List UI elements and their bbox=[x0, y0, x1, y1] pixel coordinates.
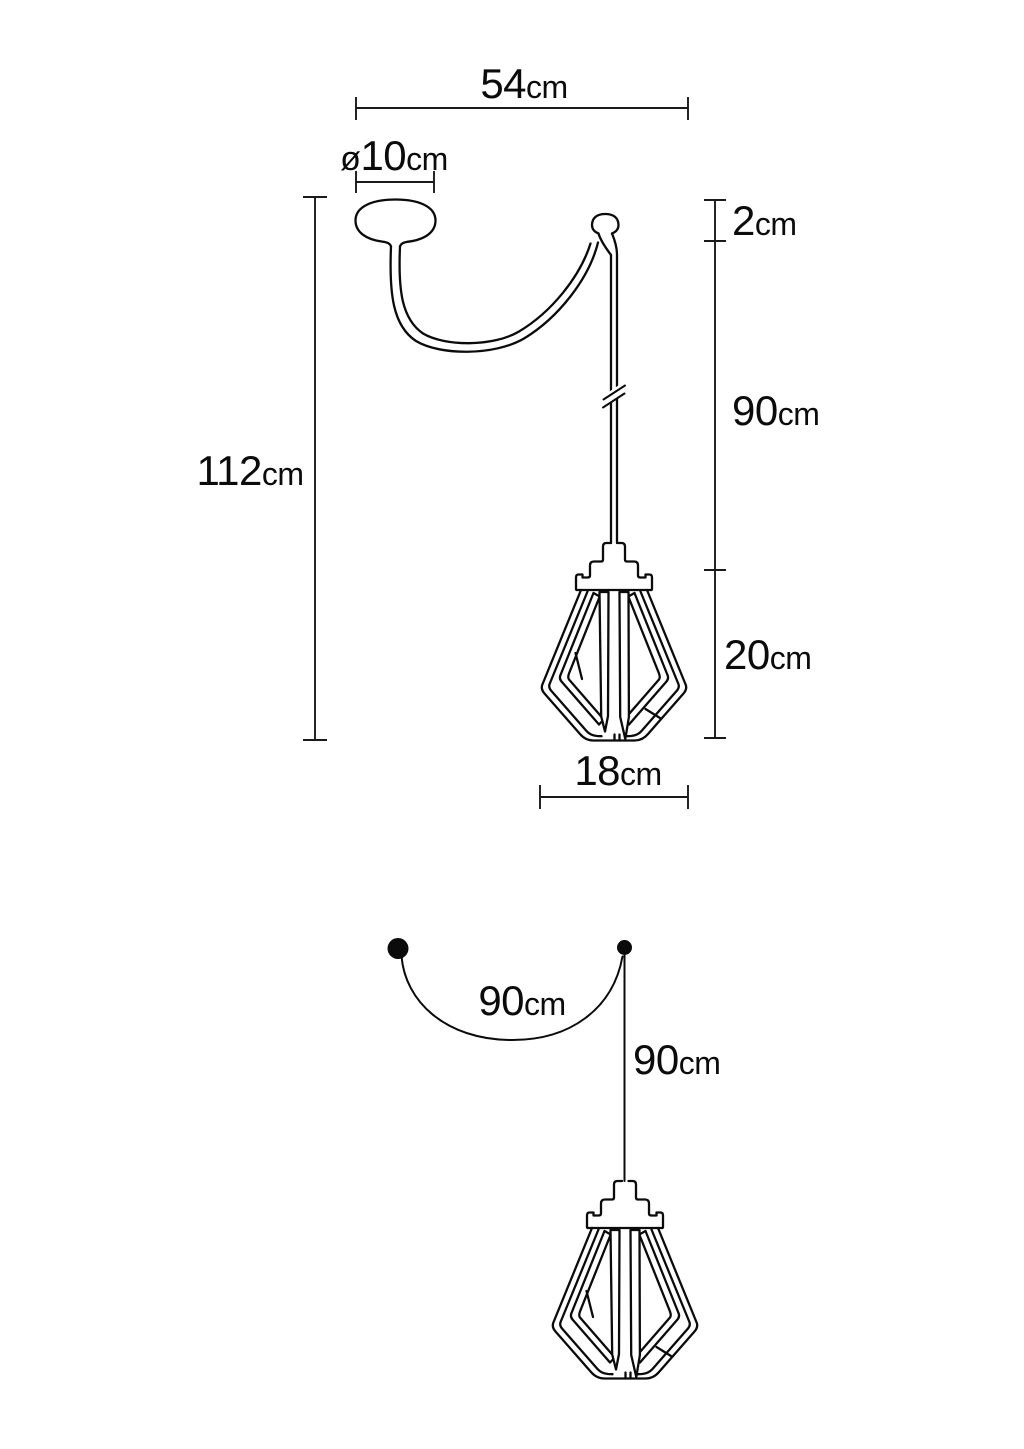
dim-line-right-stack bbox=[704, 200, 726, 738]
dim-label-drop-cable-length bbox=[633, 1036, 721, 1083]
dim-label-swag-cable-length bbox=[478, 977, 566, 1024]
ceiling-hook-dot-right bbox=[617, 940, 632, 955]
swag-cable-inner bbox=[400, 244, 591, 344]
dim-value: 10 bbox=[360, 132, 407, 179]
dim-label-cable-length bbox=[732, 387, 820, 434]
cage-pendant-hanging bbox=[553, 1181, 697, 1379]
dim-label-shade-height bbox=[724, 631, 812, 678]
dim-label-canopy-diameter bbox=[340, 132, 448, 179]
dim-unit: cm bbox=[526, 69, 568, 105]
ceiling-hook-dot-left bbox=[388, 938, 409, 959]
dim-value: 20 bbox=[724, 631, 770, 678]
diameter-symbol: ø bbox=[340, 140, 361, 178]
dim-unit: cm bbox=[406, 141, 448, 177]
dim-label-total-height bbox=[196, 447, 304, 494]
dim-unit: cm bbox=[524, 986, 566, 1022]
dim-unit: cm bbox=[261, 456, 304, 492]
ceiling-canopy bbox=[356, 200, 436, 247]
dim-label-span-width bbox=[480, 60, 568, 107]
drop-cable-left bbox=[599, 234, 612, 544]
dim-line-total-height bbox=[303, 197, 327, 740]
dim-unit: cm bbox=[777, 396, 820, 432]
hook-knob bbox=[592, 214, 619, 234]
dim-value: 90 bbox=[633, 1036, 679, 1083]
dim-value: 54 bbox=[480, 60, 527, 107]
dim-label-hook-height bbox=[732, 197, 797, 244]
dim-value: 18 bbox=[574, 747, 621, 794]
dim-value: 90 bbox=[478, 977, 525, 1024]
dim-unit: cm bbox=[769, 640, 812, 676]
cage-pendant-front bbox=[542, 543, 686, 741]
dim-unit: cm bbox=[620, 756, 662, 792]
dim-unit: cm bbox=[678, 1045, 721, 1081]
dim-label-shade-width bbox=[574, 747, 662, 794]
dim-unit: cm bbox=[754, 206, 797, 242]
swag-cable-outer bbox=[391, 243, 598, 352]
dim-value: 90 bbox=[732, 387, 778, 434]
front-view-drawing bbox=[356, 200, 687, 741]
dim-value: 112 bbox=[196, 447, 262, 494]
dim-value: 2 bbox=[732, 197, 755, 244]
